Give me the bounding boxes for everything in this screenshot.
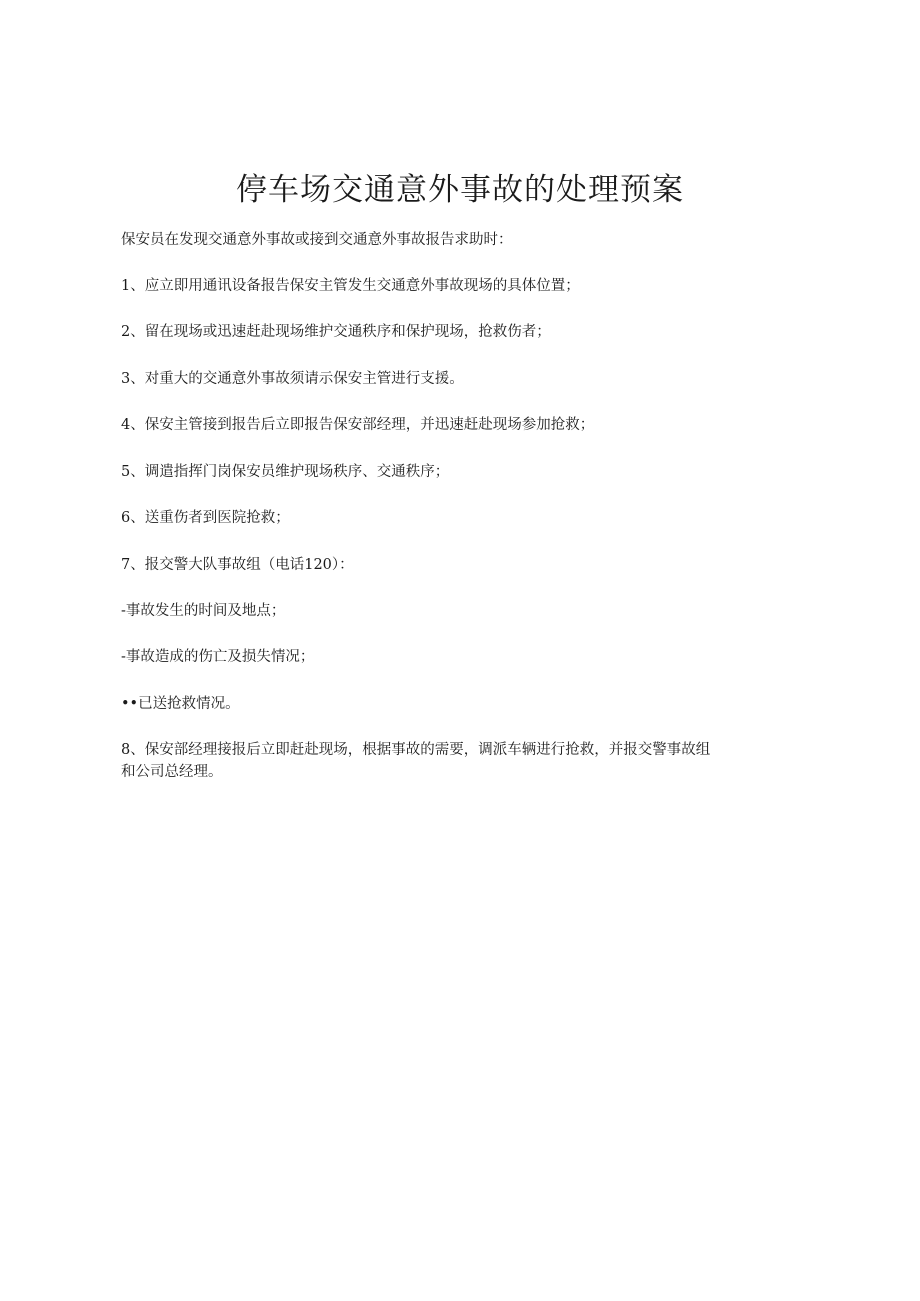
step-1-paragraph: 1、应立即用通讯设备报告保安主管发生交通意外事故现场的具体位置； [121,278,580,294]
step-7-detail-rescue: ••已送抢救情况。 [121,696,240,712]
step-8-paragraph: 8、保安部经理接报后立即赶赴现场，根据事故的需要，调派车辆进行抢救，并报交警事故组和公司总经理。 [121,742,711,780]
step-2-paragraph: 2、留在现场或迅速赶赴现场维护交通秩序和保护现场，抢救伤者； [121,324,551,340]
step-7-paragraph: 7、报交警大队事故组（电话120）： [121,557,354,573]
intro-paragraph: 保安员在发现交通意外事故或接到交通意外事故报告求助时： [121,232,513,248]
step-7-detail-casualties: -事故造成的伤亡及损失情况； [121,649,315,665]
step-7-detail-time-place: -事故发生的时间及地点； [121,603,286,619]
step-4-paragraph: 4、保安主管接到报告后立即报告保安部经理，并迅速赶赴现场参加抢救； [121,417,595,433]
step-6-paragraph: 6、送重伤者到医院抢救； [121,510,290,526]
document-title: 停车场交通意外事故的处理预案 [236,172,684,208]
step-3-paragraph: 3、对重大的交通意外事故须请示保安主管进行支援。 [121,371,464,387]
step-5-paragraph: 5、调遣指挥门岗保安员维护现场秩序、交通秩序； [121,464,450,480]
